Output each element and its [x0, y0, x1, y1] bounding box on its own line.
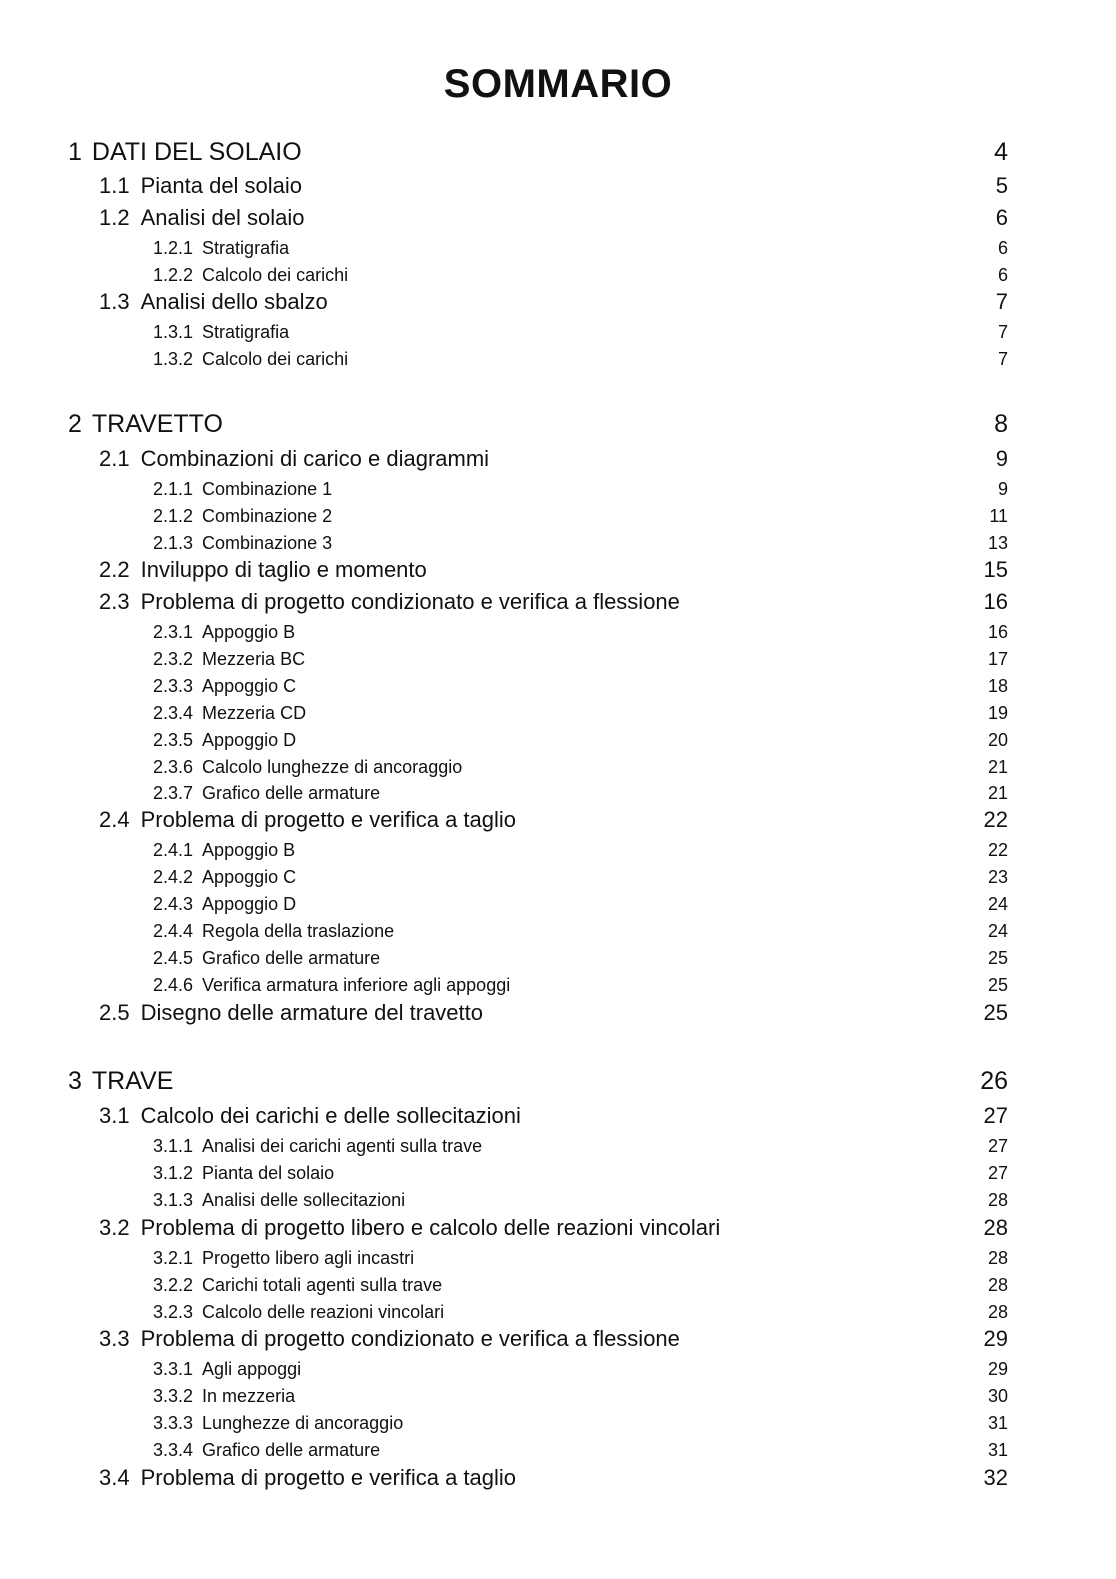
toc-entry-page-number: 27: [987, 1136, 1008, 1156]
toc-entry-label: Calcolo dei carichi e delle sollecitazioni: [140, 1103, 521, 1128]
toc-entry-number: 3.3.3: [153, 1413, 194, 1433]
toc-entry-title: [153, 1164, 334, 1182]
toc-entry-label: Regola della traslazione: [202, 921, 395, 941]
toc-entry-number: 3.2: [99, 1215, 130, 1240]
toc-entry[interactable]: [99, 1002, 1008, 1024]
toc-entry[interactable]: [153, 239, 1008, 257]
toc-entry-page-number: 29: [987, 1359, 1008, 1379]
toc-entry-number: 2: [68, 410, 82, 438]
toc-entry-number: 2.1.3: [153, 533, 194, 553]
toc-entry-page-number: 6: [997, 238, 1008, 258]
toc-entry-page-number: 28: [983, 1215, 1008, 1240]
toc-entry[interactable]: [68, 1069, 1008, 1094]
toc-entry-page-number: 29: [983, 1326, 1008, 1351]
toc-entry-label: Appoggio C: [202, 867, 297, 887]
toc-entry-number: 2.4.2: [153, 867, 194, 887]
toc-entry-page-number: 28: [987, 1248, 1008, 1268]
page-title: SOMMARIO: [443, 62, 673, 106]
toc-entry-number: 2.1.2: [153, 506, 194, 526]
toc-entry[interactable]: [153, 323, 1008, 341]
toc-entry-page-number: 32: [983, 1465, 1008, 1490]
toc-entry[interactable]: [99, 448, 1008, 470]
toc-entry[interactable]: [153, 623, 1008, 641]
toc-entry-page-number: 5: [995, 173, 1008, 198]
toc-entry[interactable]: [153, 704, 1008, 722]
toc-entry[interactable]: [99, 559, 1008, 581]
toc-entry-number: 2.3: [99, 589, 130, 614]
toc-entry-title: [153, 895, 296, 913]
toc-entry-page-number: 28: [987, 1302, 1008, 1322]
toc-entry-title: [99, 1105, 521, 1127]
toc-entry[interactable]: [153, 922, 1008, 940]
toc-entry-page-number: 9: [997, 479, 1008, 499]
toc-entry-number: 1: [68, 138, 82, 166]
toc-entry-title: [153, 677, 296, 695]
toc-entry-title: [153, 507, 332, 525]
toc-entry-page-number: 7: [997, 322, 1008, 342]
toc-entry-number: 3: [68, 1067, 82, 1095]
toc-entry-title: [153, 323, 289, 341]
toc-entry-number: 3.1.3: [153, 1190, 194, 1210]
toc-entry-title: [153, 239, 289, 257]
toc-entry-title: [153, 1303, 444, 1321]
toc-entry-number: 3.3.4: [153, 1440, 194, 1460]
toc-entry-page-number: 28: [987, 1275, 1008, 1295]
toc-entry-label: TRAVETTO: [91, 410, 223, 438]
toc-entry-title: [68, 412, 223, 437]
toc-entry-number: 2.4: [99, 807, 130, 832]
toc-entry-page-number: 31: [987, 1440, 1008, 1460]
toc-entry-title: [153, 704, 306, 722]
toc-entry[interactable]: [99, 1467, 1008, 1489]
toc-entry[interactable]: [153, 868, 1008, 886]
toc-entry-label: Verifica armatura inferiore agli appoggi: [202, 975, 511, 995]
toc-entry-page-number: 22: [983, 807, 1008, 832]
toc-entry[interactable]: [99, 1105, 1008, 1127]
toc-entry-number: 2.4.6: [153, 975, 194, 995]
toc-entry-number: 2.2: [99, 557, 130, 582]
toc-entry-label: Pianta del solaio: [140, 173, 303, 198]
toc-entry-page-number: 6: [997, 265, 1008, 285]
toc-entry-title: [68, 1069, 173, 1094]
toc-entry-page-number: 27: [987, 1163, 1008, 1183]
toc-entry[interactable]: [153, 976, 1008, 994]
toc-entry-number: 3.1.1: [153, 1136, 194, 1156]
toc-entry-page-number: 31: [987, 1413, 1008, 1433]
toc-entry-number: 2.3.4: [153, 703, 194, 723]
toc-entry-title: [153, 623, 295, 641]
toc-entry-title: [153, 266, 348, 284]
toc-entry-number: 3.1.2: [153, 1163, 194, 1183]
toc-entry-page-number: 4: [994, 138, 1008, 166]
toc-entry[interactable]: [153, 731, 1008, 749]
toc-entry[interactable]: [153, 784, 1008, 802]
toc-entry[interactable]: [99, 175, 1008, 197]
toc-entry-page-number: 13: [987, 533, 1008, 553]
toc-entry-page-number: 11: [989, 506, 1008, 526]
toc-entry-title: [153, 1137, 482, 1155]
toc-entry-title: [99, 291, 328, 313]
toc-entry[interactable]: [153, 1249, 1008, 1267]
toc-entry-page-number: 26: [980, 1067, 1008, 1095]
toc-entry[interactable]: [153, 677, 1008, 695]
toc-entry-number: 1.2.2: [153, 265, 194, 285]
toc-entry-page-number: 9: [995, 446, 1008, 471]
toc-entry-number: 2.4.1: [153, 840, 194, 860]
toc-entry-label: Appoggio D: [202, 894, 297, 914]
toc-entry[interactable]: [153, 507, 1008, 525]
toc-entry-title: [153, 784, 380, 802]
toc-entry-label: Grafico delle armature: [202, 948, 381, 968]
toc-entry-label: Analisi del solaio: [140, 205, 305, 230]
toc-entry-label: Progetto libero agli incastri: [202, 1248, 415, 1268]
toc-entry-title: [153, 868, 296, 886]
toc-entry-number: 2.4.3: [153, 894, 194, 914]
toc-entry-label: Combinazione 2: [202, 506, 333, 526]
toc-entry-number: 1.3.2: [153, 349, 194, 369]
toc-entry-label: Combinazione 1: [202, 479, 333, 499]
toc-entry-title: [153, 758, 462, 776]
toc-entry[interactable]: [153, 350, 1008, 368]
toc-entry-number: 2.1.1: [153, 479, 194, 499]
toc-entry[interactable]: [153, 758, 1008, 776]
toc-entry-page-number: 16: [983, 589, 1008, 614]
toc-entry[interactable]: [153, 1137, 1008, 1155]
toc-entry[interactable]: [153, 841, 1008, 859]
toc-entry-number: 3.1: [99, 1103, 130, 1128]
toc-entry-number: 2.3.1: [153, 622, 194, 642]
toc-entry-number: 1.2: [99, 205, 130, 230]
toc-entry-page-number: 25: [987, 948, 1008, 968]
toc-entry-label: Grafico delle armature: [202, 1440, 381, 1460]
toc-entry-label: Lunghezze di ancoraggio: [202, 1413, 404, 1433]
toc-entry-page-number: 21: [987, 783, 1008, 803]
toc-entry[interactable]: [153, 1191, 1008, 1209]
toc-entry-label: In mezzeria: [202, 1386, 296, 1406]
toc-entry-number: 2.4.5: [153, 948, 194, 968]
toc-entry-title: [153, 1360, 301, 1378]
toc-entry[interactable]: [153, 1303, 1008, 1321]
toc-entry-number: 2.3.6: [153, 757, 194, 777]
toc-entry[interactable]: [99, 591, 1008, 613]
toc-entry-number: 1.3.1: [153, 322, 194, 342]
toc-entry-page-number: 21: [987, 757, 1008, 777]
toc-entry[interactable]: [99, 207, 1008, 229]
toc-entry-number: 2.4.4: [153, 921, 194, 941]
toc-entry-page-number: 7: [997, 349, 1008, 369]
toc-entry-title: [99, 1328, 680, 1350]
toc-entry-page-number: 15: [983, 557, 1008, 582]
toc-entry-number: 2.5: [99, 1000, 130, 1025]
toc-entry-label: Problema di progetto e verifica a taglio: [140, 807, 517, 832]
toc-entry-label: Calcolo lunghezze di ancoraggio: [202, 757, 463, 777]
toc-entry-number: 3.3.2: [153, 1386, 194, 1406]
toc-entry-title: [153, 841, 295, 859]
toc-entry-page-number: 8: [994, 410, 1008, 438]
toc-entry-number: 3.4: [99, 1465, 130, 1490]
toc-entry-label: Problema di progetto libero e calcolo delle reazioni vincolari: [140, 1215, 721, 1240]
toc-entry-title: [153, 1387, 295, 1405]
toc-entry-label: Problema di progetto condizionato e verifica a flessione: [140, 1326, 680, 1351]
toc-entry-title: [153, 922, 394, 940]
toc-entry[interactable]: [153, 895, 1008, 913]
toc-entry-number: 1.2.1: [153, 238, 194, 258]
toc-entry-label: Combinazione 3: [202, 533, 333, 553]
toc-entry-number: 2.3.2: [153, 649, 194, 669]
toc-entry[interactable]: [153, 266, 1008, 284]
toc-entry-page-number: 24: [987, 921, 1008, 941]
toc-entry-title: [99, 175, 302, 197]
toc-entry[interactable]: [68, 412, 1008, 437]
toc-entry-title: [153, 534, 332, 552]
toc-entry[interactable]: [153, 1360, 1008, 1378]
toc-entry-label: Analisi dello sbalzo: [140, 289, 328, 314]
toc-entry-page-number: 7: [995, 289, 1008, 314]
toc-entry-title: [99, 809, 516, 831]
toc-entry[interactable]: [153, 650, 1008, 668]
toc-entry-label: Mezzeria CD: [202, 703, 307, 723]
toc-entry-number: 1.1: [99, 173, 130, 198]
toc-entry-number: 3.2.2: [153, 1275, 194, 1295]
toc-entry-page-number: 6: [995, 205, 1008, 230]
toc-entry-page-number: 20: [987, 730, 1008, 750]
toc-entry-title: [153, 949, 380, 967]
toc-entry-page-number: 23: [987, 867, 1008, 887]
toc-entry-label: Analisi delle sollecitazioni: [202, 1190, 406, 1210]
toc-entry[interactable]: [153, 1164, 1008, 1182]
toc-entry-title: [99, 448, 489, 470]
toc-entry-page-number: 18: [987, 676, 1008, 696]
toc-entry-title: [68, 140, 302, 165]
toc-entry-title: [99, 559, 427, 581]
toc-entry-page-number: 19: [987, 703, 1008, 723]
toc-entry-label: TRAVE: [91, 1067, 174, 1095]
toc-entry-label: Appoggio B: [202, 622, 296, 642]
toc-entry-label: Grafico delle armature: [202, 783, 381, 803]
toc-entry-label: DATI DEL SOLAIO: [91, 138, 302, 166]
toc-entry-label: Stratigrafia: [202, 238, 290, 258]
toc-entry[interactable]: [153, 480, 1008, 498]
toc-entry-title: [153, 731, 296, 749]
toc-entry-page-number: 22: [987, 840, 1008, 860]
toc-entry-title: [99, 591, 680, 613]
toc-entry-label: Stratigrafia: [202, 322, 290, 342]
toc-entry-label: Disegno delle armature del travetto: [140, 1000, 484, 1025]
toc-entry-label: Problema di progetto e verifica a taglio: [140, 1465, 517, 1490]
toc-entry-label: Problema di progetto condizionato e verifica a flessione: [140, 589, 680, 614]
toc-entry[interactable]: [99, 1217, 1008, 1239]
toc-entry-number: 3.2.3: [153, 1302, 194, 1322]
toc-entry-title: [153, 976, 510, 994]
toc-entry-label: Appoggio B: [202, 840, 296, 860]
toc-entry-label: Appoggio C: [202, 676, 297, 696]
toc-entry-number: 3.3: [99, 1326, 130, 1351]
toc-entry-page-number: 27: [983, 1103, 1008, 1128]
toc-entry-label: Pianta del solaio: [202, 1163, 335, 1183]
toc-entry-title: [153, 1414, 403, 1432]
toc-entry-title: [99, 1002, 483, 1024]
toc-entry-title: [153, 1191, 405, 1209]
toc-entry-number: 2.3.7: [153, 783, 194, 803]
toc-entry-number: 3.3.1: [153, 1359, 194, 1379]
toc-entry-label: Mezzeria BC: [202, 649, 306, 669]
toc-entry[interactable]: [153, 534, 1008, 552]
toc-entry-page-number: 16: [987, 622, 1008, 642]
toc-entry[interactable]: [99, 291, 1008, 313]
toc-entry[interactable]: [153, 949, 1008, 967]
toc-entry-label: Calcolo dei carichi: [202, 265, 349, 285]
toc-entry-number: 2.1: [99, 446, 130, 471]
toc-entry-title: [99, 1217, 720, 1239]
toc-entry-label: Calcolo dei carichi: [202, 349, 349, 369]
toc-entry-label: Inviluppo di taglio e momento: [140, 557, 427, 582]
toc-entry[interactable]: [153, 1387, 1008, 1405]
toc-entry[interactable]: [153, 1276, 1008, 1294]
toc-entry-label: Calcolo delle reazioni vincolari: [202, 1302, 445, 1322]
toc-entry-title: [153, 1276, 442, 1294]
toc-entry[interactable]: [99, 1328, 1008, 1350]
toc-entry-title: [99, 1467, 516, 1489]
toc-entry-page-number: 17: [987, 649, 1008, 669]
toc-entry-label: Carichi totali agenti sulla trave: [202, 1275, 443, 1295]
toc-entry-label: Combinazioni di carico e diagrammi: [140, 446, 490, 471]
toc-entry-page-number: 25: [983, 1000, 1008, 1025]
toc-entry-title: [153, 1249, 414, 1267]
toc-entry[interactable]: [99, 809, 1008, 831]
toc-entry-page-number: 25: [987, 975, 1008, 995]
toc-entry-title: [99, 207, 304, 229]
toc-entry-page-number: 28: [987, 1190, 1008, 1210]
toc-entry-number: 2.3.3: [153, 676, 194, 696]
toc-entry-number: 1.3: [99, 289, 130, 314]
toc-entry-label: Appoggio D: [202, 730, 297, 750]
toc-entry[interactable]: [153, 1441, 1008, 1459]
toc-entry-label: Agli appoggi: [202, 1359, 302, 1379]
toc-entry-label: Analisi dei carichi agenti sulla trave: [202, 1136, 483, 1156]
toc-entry-number: 3.2.1: [153, 1248, 194, 1268]
toc-entry[interactable]: [153, 1414, 1008, 1432]
toc-entry[interactable]: [68, 140, 1008, 165]
toc-entry-number: 2.3.5: [153, 730, 194, 750]
toc-entry-page-number: 30: [987, 1386, 1008, 1406]
toc-entry-title: [153, 480, 332, 498]
toc-entry-title: [153, 1441, 380, 1459]
toc-entry-title: [153, 650, 305, 668]
toc-entry-title: [153, 350, 348, 368]
toc-entry-page-number: 24: [987, 894, 1008, 914]
